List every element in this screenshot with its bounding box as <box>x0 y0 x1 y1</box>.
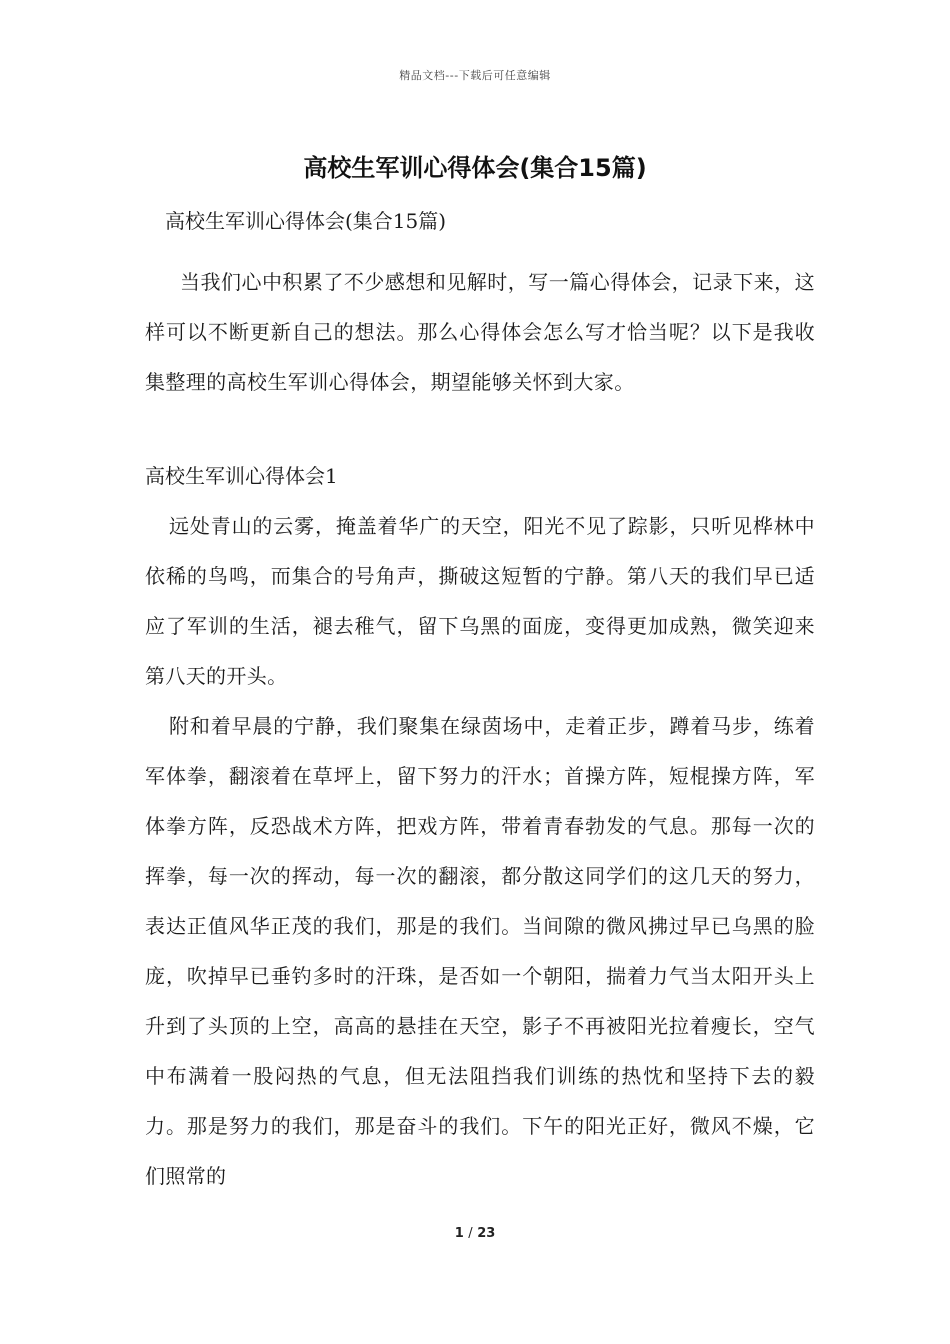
total-pages: 23 <box>477 1226 496 1241</box>
current-page: 1 <box>454 1226 464 1241</box>
page-header: 精品文档---下载后可任意编辑 <box>399 69 551 82</box>
document-title: 高校生军训心得体会(集合15篇) <box>303 154 647 182</box>
document-subtitle: 高校生军训心得体会(集合15篇) <box>165 209 447 233</box>
page-separator: / <box>468 1226 473 1241</box>
body-paragraph: 附和着早晨的宁静，我们聚集在绿茵场中，走着正步，蹲着马步，练着军体拳，翻滚着在草坪上，留下努力的汗水；首操方阵，短棍操方阵，军体拳方阵，反恐战术方阵，把戏方阵，带着青春勃发的气息。那每一次的挥拳，每一次的挥动，每一次的翻滚，都分散这同学们的这几天的努力，表达正值风华正茂的我们，那是的我们。当间隙的微风拂过早已乌黑的脸庞，吹掉早已垂钓多时的汗珠，是否如一个朝阳，揣着力气当太阳开头上升到了头顶的上空，高高的悬挂在天空，影子不再被阳光拉着瘦长，空气中布满着一股闷热的气息，但无法阻挡我们训练的热忱和坚持下去的毅力。那是努力的我们，那是奋斗的我们。下午的阳光正好，微风不燥，它们照常的 <box>145 714 815 1188</box>
intro-paragraph: 当我们心中积累了不少感想和见解时，写一篇心得体会，记录下来，这样可以不断更新自己的想法。那么心得体会怎么写才恰当呢？以下是我收集整理的高校生军训心得体会，期望能够关怀到大家。 <box>145 270 815 394</box>
section-heading: 高校生军训心得体会1 <box>145 464 338 488</box>
page-number <box>0 1226 950 1241</box>
body-paragraph: 远处青山的云雾，掩盖着华广的天空，阳光不见了踪影，只听见桦林中依稀的鸟鸣，而集合的号角声，撕破这短暂的宁静。第八天的我们早已适应了军训的生活，褪去稚气，留下乌黑的面庞，变得更加成熟，微笑迎来第八天的开头。 <box>145 514 815 688</box>
document-body <box>145 205 815 1201</box>
